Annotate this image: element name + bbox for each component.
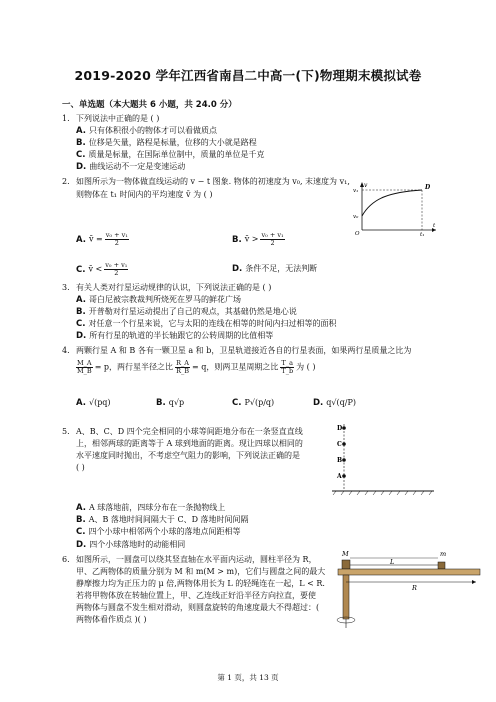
question-4-line-1: 两颗行星 A 和 B 各有一颗卫星 a 和 b，卫星轨道接近各自的行星表面，如果两行星质量之比为	[76, 346, 412, 355]
question-4-number: 4.	[62, 346, 70, 355]
question-4-option-d: D. q√(q/P)	[313, 398, 356, 408]
question-1-option-b: B. 位移是矢量，路程是标量，位移的大小就是路程	[76, 138, 257, 148]
question-2-option-a: A. v̄ = $\frac{\text{v₀ + v₁}}{2}$	[76, 231, 128, 247]
fig-mass-big-label: M	[342, 550, 349, 558]
graph-v1-label: v₁	[353, 188, 359, 194]
vt-graph	[350, 180, 440, 236]
ball-c-label: C	[337, 441, 342, 448]
question-5-line-3: 水平速度同时抛出，不考虑空气阻力的影响，下列说法正确的是	[76, 451, 300, 460]
question-5-option-b: B. A、B 落地时间间隔大于 C、D 落地时间间隔	[76, 515, 249, 525]
question-2-line-1: 如图所示为一物体做直线运动的 v − t 图象. 物体的初速度为 v₀, 末速度为 v₁,	[76, 177, 350, 186]
graph-v0-label: v₀	[353, 214, 359, 220]
question-2-number: 2.	[62, 177, 70, 186]
question-3-option-b: B. 开普勒对行星运动提出了自己的观点，其基础仍然是地心说	[76, 307, 297, 317]
question-1-option-c: C. 质量是标量，在国际单位制中，质量的单位是千克	[76, 150, 265, 160]
fig-mass-small-label: m	[440, 550, 447, 558]
question-2-option-d: D. 条件不足，无法判断	[232, 264, 318, 274]
question-5-line-4: ( )	[76, 463, 85, 472]
question-6-line-1: 如图所示，一圆盘可以绕其竖直轴在水平面内运动，圆柱半径为 R，	[76, 555, 317, 564]
question-5-option-a: A. A 球落地前，四球分布在一条抛物线上	[76, 503, 226, 513]
fig-radius-label: R	[412, 584, 417, 592]
graph-origin-label: O	[355, 231, 360, 236]
question-5-number: 5.	[62, 427, 70, 436]
question-4-line-2: $\frac{M\_A}{M\_B}$ = p，两行星半径之比 $\frac{R\_A}{R\_B}$ = q，则两卫星周期之比 $\frac{T\_a}{T\_b}$ 为 ( )	[77, 359, 316, 375]
graph-v-label: v	[364, 182, 368, 189]
rotating-disk-figure	[336, 548, 486, 632]
question-5-option-d: D. 四个小球落地时的动能相同	[76, 540, 186, 550]
question-6-line-5: 两物体与圆盘不发生相对滑动，则圆盘旋转的角速度最大不得超过：(	[76, 603, 320, 612]
question-3-option-a: A. 哥白尼被宗教裁判所烧死在罗马的鲜花广场	[76, 295, 241, 305]
section-heading: 一、单选题（本大题共 6 小题，共 24.0 分）	[62, 100, 237, 110]
question-3-option-d: D. 所有行星的轨道的半长轴跟它的公转周期的比值相等	[76, 331, 274, 341]
question-1-option-a: A. 只有体积很小的物体才可以看做质点	[76, 126, 217, 136]
question-1-option-d: D. 曲线运动不一定是变速运动	[76, 162, 186, 172]
question-6-number: 6.	[62, 555, 70, 564]
question-5-option-c: C. 四个小球中相邻两个小球的落地点间距相等	[76, 527, 241, 537]
question-1-number: 1.	[62, 114, 70, 123]
question-3-option-c: C. 对任意一个行星来说，它与太阳的连线在相等的时间内扫过相等的面积	[76, 319, 337, 329]
question-5-line-1: A、B、C、D 四个完全相同的小球等间距地分布在一条竖直直线	[76, 427, 303, 436]
question-3-number: 3.	[62, 283, 70, 292]
graph-t1-label: t₁	[420, 232, 425, 236]
question-6-line-3: 静摩擦力均为正压力的 μ 倍,两物体用长为 L 的轻绳连在一起，L < R.	[76, 579, 325, 588]
question-2-option-c: C. v̄ < $\frac{\text{v₀ + v₁}}{2}$	[76, 261, 128, 277]
question-1-stem: 下列说法中正确的是 ( )	[76, 114, 160, 123]
exam-title: 2019-2020 学年江西省南昌二中高一(下)物理期末模拟试卷	[74, 68, 422, 83]
ball-a-label: A	[337, 473, 342, 480]
page-footer: 第 1 页，共 13 页	[217, 673, 279, 682]
ball-b-label: B	[337, 457, 343, 464]
question-6-line-4: 若将甲物体放在转轴位置上，甲、乙连线正好沿半径方向拉直，要使	[76, 591, 316, 600]
question-6-line-2: 甲、乙两物体的质量分别为 M 和 m(M > m)，它们与圆盘之间的最大	[76, 567, 326, 576]
question-2-option-b: B. v̄ > $\frac{\text{v₀ + v₁}}{2}$	[232, 231, 284, 247]
question-3-stem: 有关人类对行星运动规律的认识，下列说法正确的是 ( )	[76, 283, 272, 292]
question-5-line-2: 上，相邻两球的距离等于 A 球到地面的距离。现让四球以相同的	[76, 439, 303, 448]
question-6-line-6: 两物体看作质点 )( )	[76, 615, 147, 624]
falling-balls-figure	[330, 420, 440, 500]
question-4-option-a: A. √(pq)	[76, 398, 111, 408]
ball-d-label: D	[337, 425, 343, 432]
question-4-option-c: C. P√(p/q)	[232, 398, 275, 408]
question-4-option-b: B. q√p	[156, 398, 185, 408]
question-2-line-2: 则物体在 t₁ 时间内的平均速度 v̄ 为 ( )	[76, 190, 213, 199]
graph-d-label: D	[425, 184, 431, 191]
graph-t-label: t	[433, 223, 436, 229]
fig-length-label: L	[390, 558, 395, 566]
